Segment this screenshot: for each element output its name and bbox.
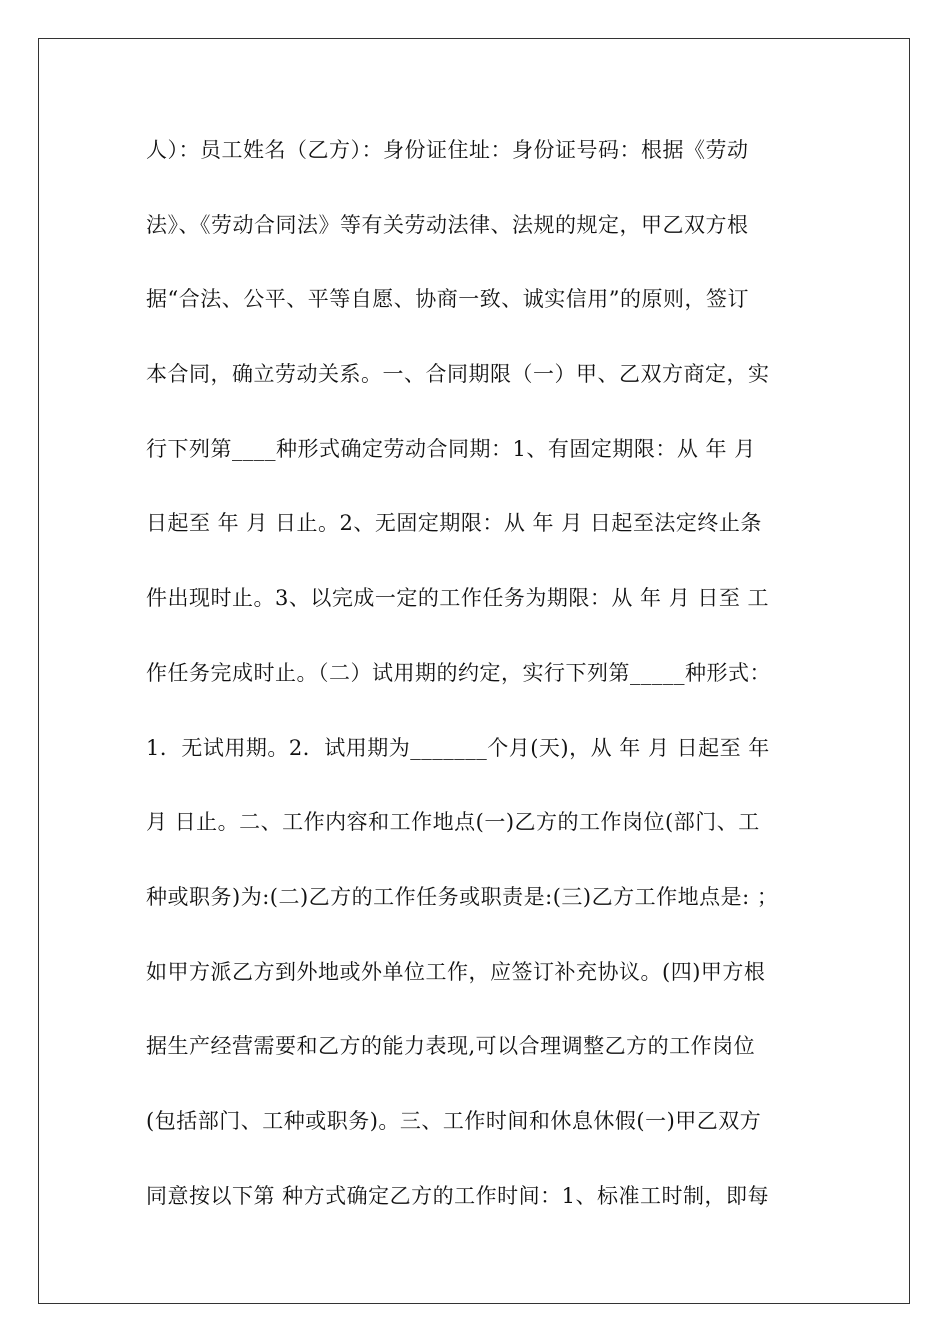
text-line: 据“合法、公平、平等自愿、协商一致、诚实信用”的原则，签订 <box>146 287 749 312</box>
text-line: 据生产经营需要和乙方的能力表现,可以合理调整乙方的工作岗位 <box>146 1034 756 1059</box>
text-line: (包括部门、工种或职务)。三、工作时间和休息休假(一)甲乙双方 <box>146 1108 762 1133</box>
text-line: 月 日止。二、工作内容和工作地点(一)乙方的工作岗位(部门、工 <box>146 810 760 835</box>
text-line: 本合同，确立劳动关系。一、合同期限（一）甲、乙双方商定，实 <box>146 362 770 387</box>
text-line: 1．无试用期。2．试用期为_______个月(天)，从 年 月 日起至 年 <box>146 735 770 760</box>
text-line: 同意按以下第 种方式确定乙方的工作时间：1、标准工时制，即每 <box>146 1183 770 1208</box>
text-line: 人）：员工姓名（乙方）：身份证住址：身份证号码：根据《劳动 <box>146 138 749 162</box>
text-line: 件出现时止。3、以完成一定的工作任务为期限：从 年 月 日至 工 <box>146 586 770 611</box>
text-line: 日起至 年 月 日止。2、无固定期限：从 年 月 日起至法定终止条 <box>146 511 762 536</box>
text-line: 行下列第____种形式确定劳动合同期：1、有固定期限：从 年 月 <box>146 436 756 461</box>
document-body <box>146 130 826 1250</box>
text-line: 法》、《劳动合同法》等有关劳动法律、法规的规定，甲乙双方根 <box>146 212 749 237</box>
text-line: 种或职务)为:(二)乙方的工作任务或职责是:(三)乙方工作地点是: ； <box>146 884 779 909</box>
text-line: 作任务完成时止。（二）试用期的约定，实行下列第_____种形式： <box>146 660 771 685</box>
text-line: 如甲方派乙方到外地或外单位工作，应签订补充协议。(四)甲方根 <box>146 959 766 984</box>
